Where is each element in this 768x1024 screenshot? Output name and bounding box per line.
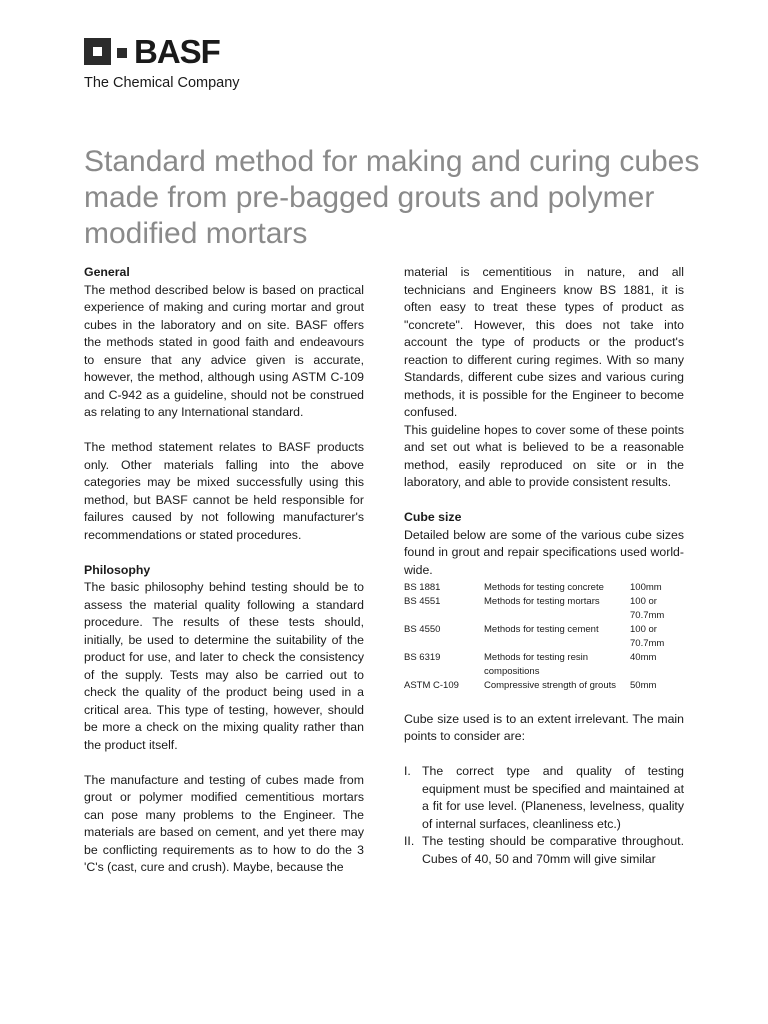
standard-description: Methods for testing cement <box>484 624 599 635</box>
list-item <box>404 763 684 833</box>
table-row <box>404 651 684 679</box>
standard-description: Compressive strength of grouts <box>484 680 617 691</box>
left-column <box>84 264 364 877</box>
standard-description: Methods for testing mortars <box>484 596 600 607</box>
cube-size-heading: Cube size <box>404 510 462 524</box>
point-number: II. <box>404 834 415 848</box>
brand-name: BASF <box>134 33 220 70</box>
basf-logo <box>84 33 254 70</box>
point-number: I. <box>404 764 411 778</box>
table-row <box>404 581 684 595</box>
standards-table <box>404 581 684 693</box>
general-paragraph-2: The method statement relates to BASF products only. Other materials falling into the above categories may be mixed successfully using this method, but BASF cannot be held responsible for failures caused by not following manufacturer's recommendations or stated procedures. <box>84 440 364 542</box>
continued-paragraph-2: This guideline hopes to cover some of these points and set out what is believed to be a reasonable method, easily reproduced on site or in the laboratory, and able to provide consistent results. <box>404 422 684 489</box>
right-column <box>404 264 684 868</box>
tagline: The Chemical Company <box>84 75 240 91</box>
philosophy-paragraph-2: The manufacture and testing of cubes made from grout or polymer modified cementitious mortars can pose many problems to the Engineer. The materials are based on cement, and yet there may be conflicting requirements as to how to do the 3 'C's (cast, cure and crush). Maybe, because the <box>84 772 364 874</box>
cube-size-intro: Detailed below are some of the various cube sizes found in grout and repair specifications used world-wide. <box>404 527 684 577</box>
standard-description: Methods for testing resin compositions <box>484 652 589 677</box>
philosophy-heading: Philosophy <box>84 562 151 577</box>
standard-description: Methods for testing concrete <box>484 582 604 593</box>
point-text: The correct type and quality of testing equipment must be specified and maintained at a fit for use level. (Planeness, levelness, quality of internal surfaces, cleanliness etc.) <box>422 764 684 831</box>
points-list <box>404 763 684 868</box>
list-item <box>404 833 684 868</box>
cube-size: 100 or 70.7mm <box>630 596 665 621</box>
general-paragraph-1: The method described below is based on practical experience of making and curing mortar and grout cubes in the laboratory and on site. BASF offers the methods stated in good faith and endeavours to ensure that any advice given is accurate, however, the method, although using ASTM C-109 and C-942 as a guideline, should not be construed as relating to any International standard. <box>84 282 364 419</box>
cube-size: 100mm <box>630 582 662 593</box>
logo-square-small <box>117 48 127 58</box>
standard-code: BS 1881 <box>404 582 441 593</box>
cube-size: 40mm <box>630 652 657 663</box>
table-row <box>404 623 684 651</box>
standard-code: BS 4550 <box>404 624 441 635</box>
standard-code: BS 6319 <box>404 652 441 663</box>
cube-size-paragraph-2: Cube size used is to an extent irrelevant. The main points to consider are: <box>404 711 684 743</box>
continued-paragraph-1: material is cementitious in nature, and all technicians and Engineers know BS 1881, it is often easy to treat these types of product as "concrete". However, this does not take into account the type of products or the product's reaction to different curing regimes. With so many Standards, different cube sizes and various curing methods, it is possible for the Engineer to become confused. <box>404 265 684 419</box>
philosophy-paragraph-1: The basic philosophy behind testing should be to assess the material quality following a standard procedure. The results of these tests should, initially, be used to determine the suitability of the product for use, and later to check the consistency of the supply. Tests may also be carried out to check the quality of the product being used in a critical area. This type of testing, however, should be more a check on the mixing quality rather than the product itself. <box>84 580 364 752</box>
table-row <box>404 679 684 693</box>
logo-square-large <box>84 38 111 65</box>
page-title: Standard method for making and curing cubes made from pre-bagged grouts and polymer modified mortars <box>84 145 700 250</box>
standard-code: ASTM C-109 <box>404 680 459 691</box>
cube-size: 50mm <box>630 680 657 691</box>
general-heading: General <box>84 265 130 279</box>
point-text: The testing should be comparative throughout. Cubes of 40, 50 and 70mm will give similar <box>422 834 684 866</box>
cube-size: 100 or 70.7mm <box>630 624 665 649</box>
table-row <box>404 595 684 623</box>
standard-code: BS 4551 <box>404 596 441 607</box>
